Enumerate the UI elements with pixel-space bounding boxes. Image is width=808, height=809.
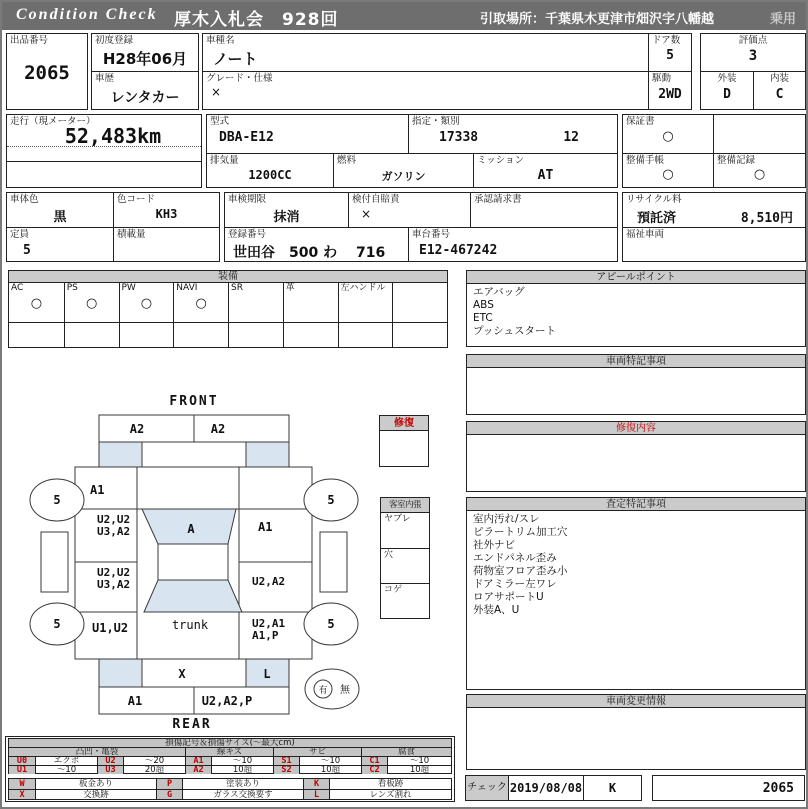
- equipment-label: SR: [231, 283, 243, 293]
- trim-burn-label: コゲ: [384, 585, 403, 595]
- doors-label: ドア数: [652, 35, 681, 46]
- brand-logo: Condition Check: [16, 6, 158, 23]
- shaken-value: 抹消: [273, 210, 300, 225]
- legend-size: エクボ: [35, 756, 97, 765]
- damage-legend: [5, 736, 455, 802]
- assessment-line: ドアミラー左ワレ: [473, 578, 557, 590]
- history-value: レンタカー: [110, 90, 180, 106]
- assessment-line: ロアサポートU: [473, 591, 544, 603]
- legend-code: U2: [97, 756, 123, 765]
- rear-door-left-code-2: U3,A2: [97, 578, 131, 591]
- legend-size: 10超: [299, 765, 361, 774]
- assessment-line: 荷物室フロア歪み小: [473, 565, 568, 577]
- title-bar: [2, 2, 806, 30]
- body-color-value: 黒: [53, 210, 67, 225]
- legend-code: C1: [361, 756, 387, 765]
- approval-label: 承認請求書: [474, 194, 522, 205]
- model-code-value: DBA-E12: [219, 130, 274, 145]
- windshield-code: A: [187, 522, 195, 536]
- front-door-right-code: A1: [258, 520, 273, 534]
- check-box: [465, 775, 642, 801]
- mileage-value: 52,483km: [64, 124, 162, 148]
- exterior-label: 外装: [717, 73, 737, 84]
- legend-category: サビ: [273, 748, 361, 756]
- assessment-line: ピラートリム加工穴: [473, 526, 568, 538]
- equipment-mark: ○: [85, 296, 98, 311]
- legend-code: X: [9, 789, 35, 799]
- equipment-empty-cell: [228, 323, 283, 347]
- legend-size: 〜10: [387, 756, 451, 765]
- drive-value: 2WD: [658, 87, 682, 102]
- appeal-panel: [466, 270, 806, 347]
- rear-window: [144, 580, 242, 612]
- equipment-empty-cell: [9, 323, 64, 347]
- mileage-dotted-divider: [7, 146, 201, 147]
- rear-fender-left-code: U1,U2: [92, 621, 129, 635]
- maintenance-record-label: 整備記録: [717, 155, 756, 166]
- equipment-title: 装備: [9, 271, 447, 283]
- equipment-empty-cell: [173, 323, 228, 347]
- mileage-solid-divider: [7, 161, 201, 162]
- legend-code: U3: [97, 765, 123, 774]
- front-label: FRONT: [169, 394, 219, 409]
- assessment-line: 社外ナビ: [473, 539, 515, 551]
- model-label: 車種名: [206, 35, 235, 46]
- legend-meaning: ガラス交換要す: [182, 789, 303, 799]
- equipment-label: PW: [121, 283, 136, 293]
- legend-category: 凸凹・亀裂: [9, 748, 185, 756]
- legend-title: 損傷記号＆損傷サイズ(〜最大cm): [9, 739, 451, 748]
- lot-footer-box: [652, 775, 805, 801]
- interior-value: C: [775, 87, 784, 102]
- first-reg-value: H28年06月: [102, 50, 188, 68]
- legend-size: 20超: [123, 765, 185, 774]
- class-value-1: 17338: [439, 130, 479, 145]
- trunk-label: trunk: [171, 618, 209, 632]
- legend-code: C2: [361, 765, 387, 774]
- equipment-table: [8, 270, 448, 348]
- legend-size-table: [8, 738, 452, 774]
- vehicle-category: 乗用: [769, 12, 796, 27]
- warranty-box: [622, 114, 806, 188]
- change-info-panel: [466, 694, 806, 770]
- first-reg-label: 初度登録: [95, 35, 134, 46]
- wheel-front-right-size: 5: [327, 493, 335, 507]
- trim-tear-label: ヤブレ: [384, 514, 411, 524]
- legend-meaning: 看板跡: [329, 779, 451, 789]
- score-value: 3: [748, 48, 758, 64]
- repair-flag-box: [379, 415, 429, 467]
- equipment-empty-cell: [338, 323, 393, 347]
- doors-box: [648, 33, 692, 110]
- equipment-label: AC: [11, 283, 24, 293]
- score-box: [700, 33, 806, 110]
- legend-size: 〜20: [123, 756, 185, 765]
- grade-value: ×: [211, 85, 222, 99]
- registration-box: [91, 33, 199, 110]
- appeal-line: ABS: [473, 299, 494, 311]
- model-box: [202, 33, 650, 110]
- recycle-box: [622, 192, 806, 262]
- capacity-label: 定員: [10, 229, 30, 240]
- displacement-label: 排気量: [210, 155, 239, 166]
- mileage-box: [6, 114, 202, 188]
- lot-number-box: [6, 33, 88, 110]
- roof: [158, 544, 228, 580]
- doors-value: 5: [666, 48, 674, 63]
- legend-code: S1: [273, 756, 299, 765]
- repair-detail-title: 修復内容: [467, 422, 805, 435]
- legend-code: K: [303, 779, 329, 789]
- equipment-mark: ○: [195, 296, 207, 311]
- grade-label: グレード・仕様: [206, 73, 273, 84]
- side-sill-left: [41, 532, 68, 592]
- score-label: 評価点: [738, 35, 768, 46]
- repair-flag-title: 修復: [380, 416, 428, 431]
- change-info-title: 車両変更情報: [467, 695, 805, 708]
- legend-code: P: [156, 779, 182, 789]
- maintenance-book-label: 整備手帳: [626, 155, 665, 166]
- welfare-label: 福祉車両: [626, 229, 665, 240]
- rear-bumper-left-code: A1: [127, 694, 143, 708]
- jibaiseki-value: ×: [361, 207, 372, 221]
- legend-symbol-table: [8, 778, 452, 800]
- color-box: [6, 192, 220, 262]
- capacity-value: 5: [23, 243, 31, 258]
- equipment-label: 革: [285, 283, 295, 293]
- lot-footer-value: 2065: [762, 781, 794, 796]
- maintenance-record-mark: ○: [753, 167, 766, 182]
- front-door-left-code-1: U2,U2: [97, 513, 131, 526]
- equipment-empty-row: [9, 322, 447, 347]
- front-door-left-code-2: U3,A2: [97, 525, 131, 538]
- equipment-mark: ○: [30, 296, 43, 311]
- body-color-label: 車体色: [10, 194, 39, 205]
- legend-code: S2: [273, 765, 299, 774]
- special-notes-panel: [466, 354, 806, 415]
- legend-code: A1: [185, 756, 211, 765]
- class-value-2: 12: [563, 130, 579, 145]
- color-code-label: 色コード: [117, 194, 156, 205]
- legend-code: U1: [9, 765, 35, 774]
- tail-lamp-left: [99, 659, 142, 687]
- warranty-label: 保証書: [626, 116, 655, 127]
- drive-label: 駆動: [652, 73, 672, 84]
- rear-fender-right-code-1: U2,A1: [252, 617, 286, 630]
- lot-number-value: 2065: [24, 62, 70, 84]
- legend-code: W: [9, 779, 35, 789]
- interior-trim-box: [380, 497, 430, 619]
- wheel-rear-left-size: 5: [53, 617, 61, 631]
- equipment-empty-cell: [283, 323, 338, 347]
- appeal-title: アピールポイント: [467, 271, 805, 284]
- equipment-cell-ac: [9, 283, 64, 322]
- equipment-cell-leather: [283, 283, 338, 322]
- equipment-empty-cell: [64, 323, 119, 347]
- rear-bumper-right-code: U2,A2,P: [201, 694, 253, 708]
- rear-panel-code: X: [178, 667, 186, 681]
- appeal-line: エアバッグ: [473, 286, 525, 298]
- reg-number-label: 登録番号: [228, 229, 267, 240]
- trim-hole-label: 穴: [384, 550, 394, 560]
- engine-box: [206, 114, 618, 188]
- equipment-label: PS: [66, 283, 78, 293]
- legend-size: 〜10: [211, 756, 273, 765]
- equipment-label: NAVI: [176, 283, 198, 293]
- model-code-label: 型式: [210, 116, 230, 127]
- recycle-status: 預託済: [637, 211, 677, 226]
- model-value: ノート: [213, 50, 258, 68]
- appeal-line: ETC: [473, 312, 493, 324]
- transmission-label: ミッション: [477, 155, 525, 166]
- headlamp-right: [246, 442, 289, 467]
- spare-yes-label: 有: [318, 686, 328, 696]
- spare-no-label: 無: [340, 685, 350, 696]
- legend-meaning: レンズ割れ: [329, 789, 451, 799]
- recycle-fee: 8,510円: [740, 211, 793, 226]
- equipment-row: [9, 283, 447, 322]
- equipment-cell-navi: [173, 283, 228, 322]
- interior-label: 内装: [769, 73, 789, 84]
- rear-fender-right-code-2: A1,P: [252, 629, 279, 642]
- repair-detail-panel: [466, 421, 806, 492]
- rear-label: REAR: [172, 717, 212, 732]
- front-fender-left-code: A1: [90, 483, 105, 497]
- legend-code: L: [303, 789, 329, 799]
- damage-diagram: [2, 387, 377, 747]
- exterior-value: D: [723, 87, 731, 102]
- wheel-front-left-size: 5: [53, 493, 61, 507]
- equipment-cell-pw: [119, 283, 174, 322]
- warranty-mark: ○: [662, 129, 674, 144]
- assessment-body: [467, 511, 805, 617]
- jibaiseki-label: 検付自賠責: [352, 194, 400, 205]
- legend-meaning: 塗装あり: [182, 779, 303, 789]
- inspection-box: [224, 192, 618, 262]
- lot-number-label: 出品番号: [10, 35, 49, 46]
- appeal-line: プッシュスタート: [473, 325, 557, 337]
- legend-meaning: 交換跡: [35, 789, 156, 799]
- chassis-label: 車台番号: [412, 229, 451, 240]
- legend-size: 〜10: [35, 765, 97, 774]
- color-code-value: KH3: [155, 207, 178, 221]
- equipment-empty-cell: [119, 323, 174, 347]
- assessment-line: 外装A、U: [473, 604, 520, 616]
- headlamp-left: [99, 442, 142, 467]
- assessment-panel: [466, 497, 806, 690]
- equipment-cell-lhd: [338, 283, 393, 322]
- appeal-body: [467, 284, 805, 338]
- legend-size: 10超: [387, 765, 451, 774]
- front-bumper-right-code: A2: [210, 422, 226, 436]
- equipment-empty-cell: [392, 323, 447, 347]
- class-label: 指定・類別: [412, 116, 460, 127]
- displacement-value: 1200CC: [248, 168, 292, 182]
- equipment-label: 左ハンドル: [340, 283, 386, 293]
- legend-code: U0: [9, 756, 35, 765]
- legend-code: G: [156, 789, 182, 799]
- pickup-location: 引取場所：千葉県木更津市畑沢字八幡越: [480, 12, 715, 27]
- side-sill-right: [320, 532, 347, 592]
- check-inspector: K: [608, 781, 617, 795]
- legend-category: 線キズ: [185, 748, 273, 756]
- equipment-cell-extra: [392, 283, 447, 322]
- auction-title: 厚木入札会 928回: [174, 10, 339, 30]
- chassis-value: E12-467242: [419, 243, 498, 258]
- check-label-cell: [466, 776, 508, 800]
- check-label: チェック: [467, 782, 507, 793]
- front-bumper-left-code: A2: [129, 422, 145, 436]
- reg-number-value: 世田谷 500 わ 716: [233, 245, 386, 261]
- check-date: 2019/08/08: [509, 781, 583, 795]
- interior-trim-title: 客室内張: [381, 498, 429, 513]
- transmission-value: AT: [537, 168, 554, 183]
- tail-lamp-right-code: L: [263, 667, 271, 681]
- equipment-cell-ps: [64, 283, 119, 322]
- warranty-empty-cell: [713, 115, 805, 153]
- assessment-line: エンドパネル歪み: [473, 552, 557, 564]
- equipment-mark: ○: [140, 296, 153, 311]
- rear-door-right-code: U2,A2: [252, 575, 286, 588]
- assessment-title: 査定特記事項: [467, 498, 805, 511]
- mileage-label: 走行（現メーター）: [10, 116, 96, 127]
- wheel-rear-right-size: 5: [327, 617, 335, 631]
- shaken-label: 車検期限: [228, 194, 267, 205]
- assessment-line: 室内汚れ/スレ: [473, 513, 540, 525]
- legend-size: 〜10: [299, 756, 361, 765]
- equipment-cell-sr: [228, 283, 283, 322]
- payload-label: 積載量: [117, 229, 146, 240]
- legend-meaning: 板金あり: [35, 779, 156, 789]
- special-notes-title: 車両特記事項: [467, 355, 805, 368]
- fuel-value: ガソリン: [381, 170, 426, 183]
- recycle-label: リサイクル料: [626, 194, 682, 205]
- maintenance-book-mark: ○: [662, 167, 674, 182]
- fuel-label: 燃料: [337, 155, 357, 166]
- legend-size: 10超: [211, 765, 273, 774]
- legend-code: A2: [185, 765, 211, 774]
- history-label: 車歴: [95, 73, 115, 84]
- legend-category: 腐食: [361, 748, 451, 756]
- rear-door-left-code-1: U2,U2: [97, 566, 131, 579]
